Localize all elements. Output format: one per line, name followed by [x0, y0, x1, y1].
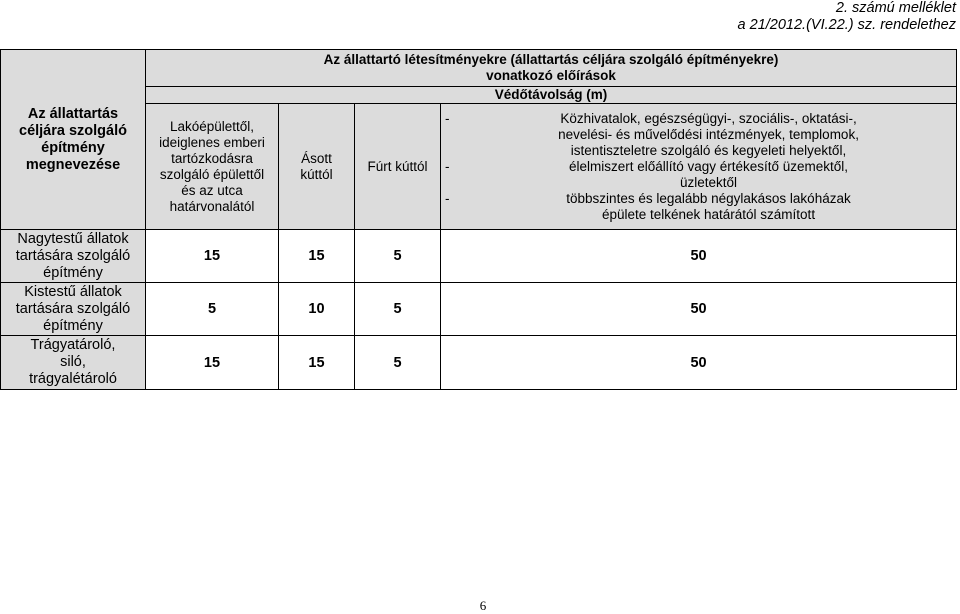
- col-header-line: tartózkodásra: [171, 150, 253, 166]
- row-name-line: építmény: [43, 317, 103, 334]
- institution-item: [445, 158, 948, 191]
- table-title-line-2: vonatkozó előírások: [486, 68, 616, 83]
- value-drilled-well: 5: [355, 230, 441, 283]
- row-name-line: Trágyatároló,: [30, 337, 116, 353]
- annex-line-2: a 21/2012.(VI.22.) sz. rendelethez: [737, 17, 956, 33]
- row-name-line: trágyalétároló: [29, 371, 117, 387]
- table-row: [1, 283, 957, 336]
- dash-marker: -: [445, 190, 450, 206]
- col-header-line: Lakóépülettől,: [169, 118, 255, 134]
- row-name-line: tartására szolgáló: [15, 247, 131, 264]
- institution-line: nevelési- és művelődési intézmények, templomok,: [558, 126, 859, 142]
- protection-distance-table: [0, 49, 957, 390]
- col-header-dug-well: [279, 104, 355, 230]
- col-header-residential: [146, 104, 279, 230]
- institution-item: [445, 110, 948, 159]
- value-dug-well: 15: [279, 336, 355, 390]
- annex-line-1: 2. számú melléklet: [835, 0, 956, 16]
- rowname-header-line: építmény: [41, 139, 105, 156]
- col-header-drilled-well: Fúrt kúttól: [355, 104, 441, 230]
- institution-line: élelmiszert előállító vagy értékesítő üzemektől,: [568, 158, 849, 174]
- institution-line: többszintes és legalább négylakásos lakóházak: [566, 190, 851, 206]
- dash-marker: -: [445, 110, 450, 126]
- protection-distance-header: Védőtávolság (m): [146, 87, 957, 104]
- value-drilled-well: 5: [355, 283, 441, 336]
- institution-line: Közhivatalok, egészségügyi-, szociális-, oktatási-,: [560, 110, 857, 126]
- table-title-line-1: Az állattartó létesítményekre (állattartás céljára szolgáló építményekre): [323, 52, 779, 67]
- institution-item: [445, 190, 948, 223]
- value-residential: 15: [146, 336, 279, 390]
- row-name: [1, 283, 146, 336]
- value-institutions: 50: [441, 230, 957, 283]
- row-name-line: Nagytestű állatok: [17, 230, 129, 247]
- col-header-line: és az utca: [181, 182, 243, 198]
- rowname-header-line: megnevezése: [25, 156, 121, 173]
- col-header-line: kúttól: [300, 166, 333, 182]
- table-row: [1, 336, 957, 390]
- row-name-line: tartására szolgáló: [15, 300, 131, 317]
- institution-line: épülete telkének határától számított: [601, 206, 816, 222]
- table-row: [1, 230, 957, 283]
- value-residential: 5: [146, 283, 279, 336]
- col-header-line: ideiglenes emberi: [159, 134, 265, 150]
- page-number: 6: [479, 598, 487, 613]
- row-name: [1, 336, 146, 390]
- rowname-header-line: Az állattartás: [27, 105, 119, 122]
- value-institutions: 50: [441, 336, 957, 390]
- value-residential: 15: [146, 230, 279, 283]
- col-header-line: határvonalától: [169, 198, 255, 214]
- row-name: [1, 230, 146, 283]
- value-drilled-well: 5: [355, 336, 441, 390]
- row-name-line: Kistestű állatok: [24, 283, 122, 300]
- value-institutions: 50: [441, 283, 957, 336]
- col-header-institutions: [441, 104, 957, 230]
- institution-line: istentiszteletre szolgáló és kegyeleti helyektől,: [570, 142, 847, 158]
- value-dug-well: 10: [279, 283, 355, 336]
- dash-marker: -: [445, 158, 450, 174]
- col-header-line: szolgáló épülettől: [159, 166, 265, 182]
- annex-reference: [738, 0, 956, 34]
- col-header-line: Ásott: [301, 150, 332, 166]
- row-name-line: siló,: [60, 354, 86, 370]
- rowname-header-line: céljára szolgáló: [19, 122, 127, 139]
- table-title: [146, 50, 957, 87]
- row-name-line: építmény: [43, 264, 103, 281]
- institution-line: üzletektől: [679, 174, 738, 190]
- value-dug-well: 15: [279, 230, 355, 283]
- rowname-header: [1, 50, 146, 230]
